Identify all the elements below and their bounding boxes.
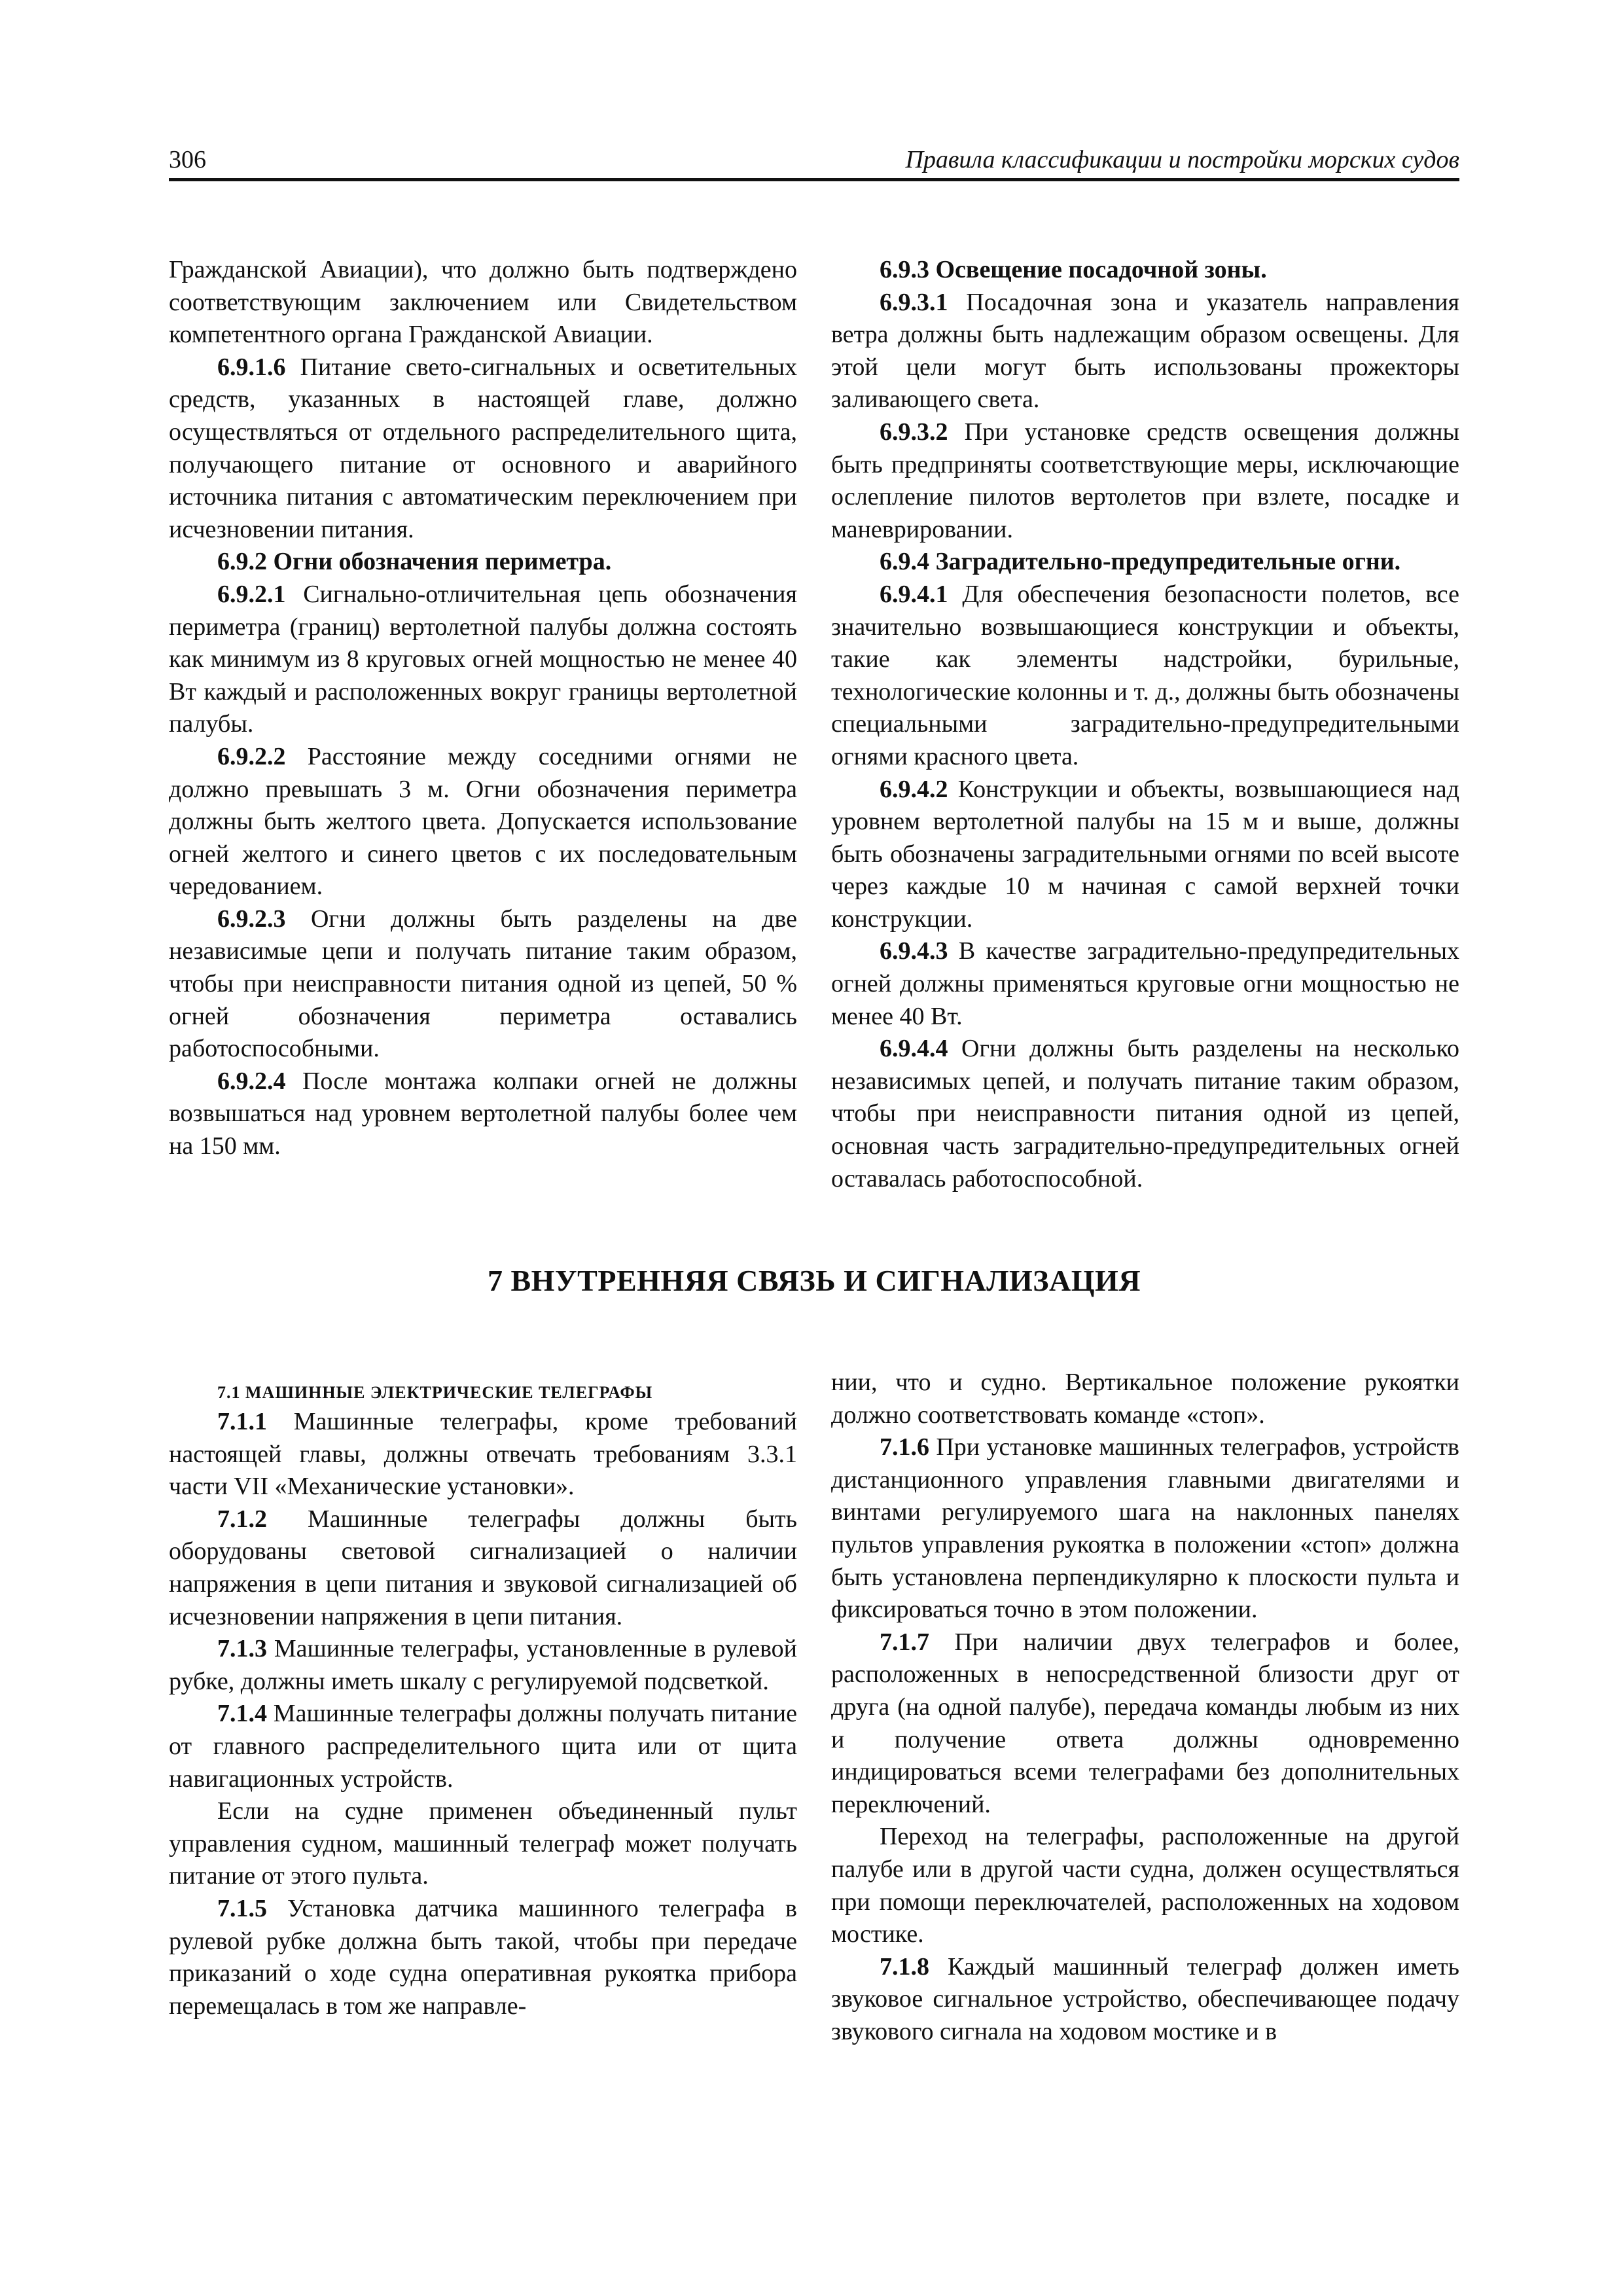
section-heading: 7 ВНУТРЕННЯЯ СВЯЗЬ И СИГНАЛИЗАЦИЯ (487, 1264, 1141, 1297)
paragraph (831, 1033, 1459, 1195)
clause-number: 7.1.8 (880, 1952, 929, 1981)
clause-number: 6.9.4.3 (880, 937, 948, 965)
clause-number: 7.1.2 (217, 1505, 267, 1533)
clause-text: Освещение посадочной зоны. (935, 256, 1267, 283)
paragraph (831, 774, 1459, 936)
upper-right-column (831, 254, 1459, 1195)
clause-number: 7.1.4 (217, 1700, 267, 1728)
clause-text: Огни обозначения периметра. (273, 548, 612, 576)
clause-text: Расстояние между соседними огнями не должно превышать 3 м. Огни обозначения периметра должны быть желтого цвета. Допускается использование огней желтого и синего цветов с их последовательным чередованием. (169, 742, 798, 901)
clause-text: Если на судне применен объединенный пульт управления судном, машинный телеграф может получать питание от этого пульта. (169, 1797, 797, 1890)
header-rule (169, 178, 1459, 181)
clause-text: Установка датчика машинного телеграфа в рулевой рубке должна быть такой, чтобы при передаче приказаний о ходе судна оперативная рукоятка прибора перемещалась в том же направле- (169, 1894, 797, 2020)
clause-text: Машинные телеграфы, кроме требований настоящей главы, должны отвечать требованиям 3.3.1 части VII «Механические установки». (169, 1408, 798, 1501)
paragraph (169, 579, 797, 741)
clause-number: 6.9.2 (217, 548, 267, 576)
paragraph (169, 1066, 797, 1163)
clause-number: 6.9.3.2 (880, 418, 948, 446)
paragraph (831, 254, 1459, 287)
clause-text: Огни должны быть разделены на две независимые цепи и получать питание таким образом, чтобы при неисправности питания одной из цепей, 50 % огней обозначения периметра оставались работоспособными. (169, 905, 797, 1063)
clause-text: При установке машинных телеграфов, устройств дистанционного управления главными двигателями и винтами регулируемого шага на наклонных панелях пультов управления рукоятка в положении «стоп» должна быть установлена перпендикулярно к плоскости пульта и фиксироваться точно в этом положении. (831, 1433, 1459, 1624)
clause-text: Машинные телеграфы должны быть оборудованы световой сигнализацией о наличии напряжения в цепи питания и звуковой сигнализацией об исчезновении напряжения в цепи питания. (169, 1505, 797, 1630)
clause-number: 7.1.6 (880, 1433, 929, 1462)
page-number: 306 (169, 146, 206, 173)
subsection-heading: 7.1 МАШИННЫЕ ЭЛЕКТРИЧЕСКИЕ ТЕЛЕГРАФЫ (217, 1383, 653, 1402)
clause-number: 6.9.4 (880, 548, 929, 576)
clause-text: Посадочная зона и указатель направления ветра должны быть надлежащим образом освещены. Для этой цели могут быть использованы прожекторы заливающего света. (831, 288, 1460, 414)
paragraph (831, 287, 1459, 416)
clause-number: 6.9.2.3 (217, 905, 286, 933)
clause-number: 7.1.5 (217, 1894, 267, 1922)
upper-left-column (169, 254, 797, 1163)
clause-number: 7.1.1 (217, 1408, 267, 1435)
paragraph (169, 1503, 797, 1633)
clause-text: Машинные телеграфы, установленные в рулевой рубке, должны иметь шкалу с регулируемой подсветкой. (169, 1635, 798, 1695)
clause-text: При наличии двух телеграфов и более, расположенных в непосредственной близости друг от друга (на одной палубе), передача команды любым из них и получение ответа должны одновременно индицироваться всеми телеграфами без дополнительных переключений. (831, 1628, 1459, 1818)
clause-text: Переход на телеграфы, расположенные на другой палубе или в другой части судна, должен осуществляться при помощи переключателей, расположенных на ходовом мостике. (831, 1823, 1459, 1948)
paragraph (169, 741, 797, 903)
paragraph (831, 579, 1459, 774)
paragraph (831, 416, 1459, 546)
paragraph (831, 1821, 1459, 1950)
paragraph (169, 1795, 797, 1893)
clause-text: Машинные телеграфы должны получать питание от главного распределительного щита или от щита навигационных устройств. (169, 1700, 797, 1793)
paragraph (169, 1633, 797, 1698)
clause-text: Питание свето-сигнальных и осветительных средств, указанных в настоящей главе, должно осуществляться от отдельного распределительного щита, получающего питание от основного и аварийного источника питания с автоматическим переключением при исчезновении питания. (169, 353, 797, 543)
clause-number: 6.9.4.4 (880, 1035, 948, 1063)
clause-number: 6.9.3 (880, 256, 929, 283)
clause-number: 6.9.4.2 (880, 775, 948, 803)
clause-number: 7.1.7 (880, 1628, 929, 1656)
clause-number: 6.9.2.1 (217, 580, 286, 608)
paragraph (831, 546, 1459, 579)
paragraph (831, 1626, 1459, 1821)
paragraph (831, 935, 1459, 1033)
clause-number: 6.9.2.2 (217, 742, 286, 770)
paragraph (169, 1893, 797, 2022)
running-title: Правила классификации и постройки морских судов (905, 146, 1459, 173)
clause-text: После монтажа колпаки огней не должны возвышаться над уровнем вертолетной палубы более чем на 150 мм. (169, 1067, 798, 1160)
clause-text: Каждый машинный телеграф должен иметь звуковое сигнальное устройство, обеспечивающее подачу звукового сигнала на ходовом мостике и в (831, 1952, 1459, 2045)
paragraph (169, 546, 797, 579)
clause-number: 6.9.2.4 (217, 1067, 286, 1095)
paragraph (831, 1951, 1459, 2049)
paragraph (169, 903, 797, 1066)
clause-text: нии, что и судно. Вертикальное положение рукоятки должно соответствовать команде «стоп». (831, 1369, 1459, 1429)
clause-text: Заградительно-предупредительные огни. (935, 548, 1401, 576)
clause-text: Сигнально-отличительная цепь обозначения периметра (границ) вертолетной палубы должна состоять как минимум из 8 круговых огней мощностью не менее 40 Вт каждый и расположенных вокруг границы вертолетной палубы. (169, 580, 798, 738)
paragraph (169, 1698, 797, 1795)
paragraph (831, 1431, 1459, 1626)
clause-text: Конструкции и объекты, возвышающиеся над уровнем вертолетной палубы на 15 м и выше, должны быть обозначены заградительными огнями по всей высоте через каждые 10 м начиная с самой верхней точки конструкции. (831, 775, 1459, 933)
clause-number: 7.1.3 (217, 1635, 267, 1663)
lower-left-column (169, 1380, 797, 2022)
paragraph (831, 1367, 1459, 1431)
lower-right-column (831, 1367, 1459, 2048)
clause-text: Для обеспечения безопасности полетов, все значительно возвышающиеся конструкции и объекты, такие как элементы надстройки, бурильные, технологические колонны и т. д., должны быть обозначены специальными заградительно-предупредительными огнями красного цвета. (831, 580, 1460, 770)
clause-number: 6.9.1.6 (217, 353, 286, 381)
clause-text: Огни должны быть разделены на несколько независимых цепей, и получать питание таким образом, чтобы при неисправности питания одной из цепей, основная часть заградительно-предупредительных огней оставалась работоспособной. (831, 1035, 1459, 1193)
clause-text: При установке средств освещения должны быть предприняты соответствующие меры, исключающие ослепление пилотов вертолетов при взлете, посадке и маневрировании. (831, 418, 1459, 543)
paragraph (169, 1406, 797, 1503)
clause-text: В качестве заградительно-предупредительных огней должны применяться круговые огни мощностью не менее 40 Вт. (831, 937, 1460, 1030)
page-header (169, 145, 1459, 178)
lower-left-paragraphs (169, 1406, 797, 2022)
clause-number: 6.9.3.1 (880, 288, 948, 316)
paragraph (169, 351, 797, 547)
clause-number: 6.9.4.1 (880, 580, 948, 608)
paragraph (169, 254, 797, 351)
clause-text: Гражданской Авиации), что должно быть подтверждено соответствующим заключением или Свидетельством компетентного органа Гражданской Авиации. (169, 256, 797, 349)
